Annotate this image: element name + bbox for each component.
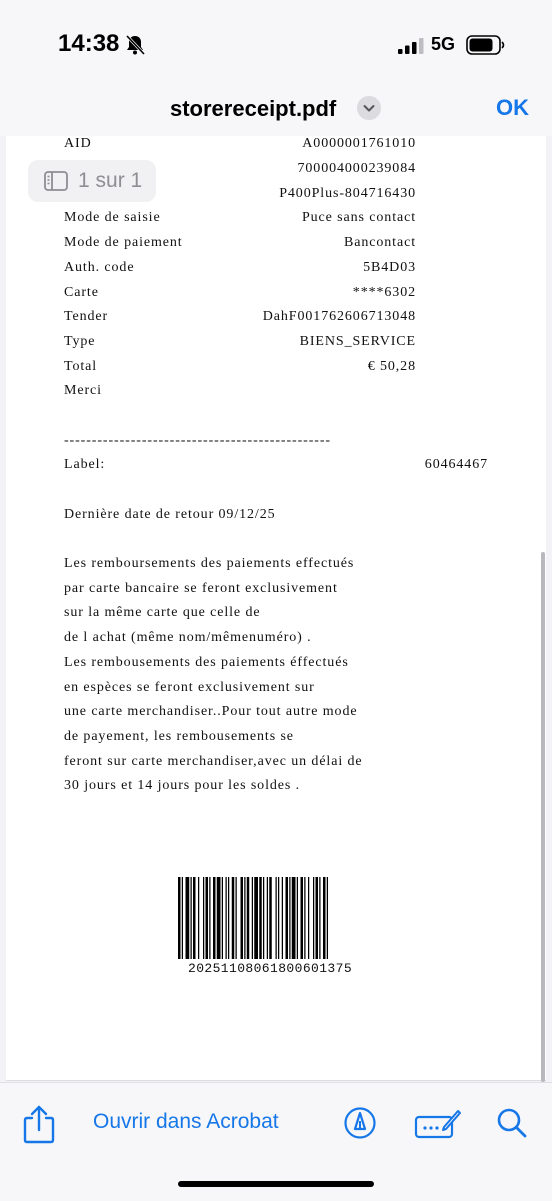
receipt-row-total: Total € 50,28 (64, 359, 416, 374)
signal-icon (398, 38, 424, 54)
receipt-row-aid-2: 700004000239084 (297, 161, 416, 176)
notice-line: feront sur carte merchandiser,avec un délai de (64, 754, 363, 769)
receipt-row-auth-code: Auth. code 5B4D03 (64, 260, 416, 275)
home-indicator (178, 1181, 374, 1187)
sidebar-icon (44, 171, 68, 191)
receipt-label-row: Label: 60464467 (64, 457, 488, 472)
notice-line: Les remboursements des paiements effectués (64, 556, 355, 571)
notice-line: 30 jours et 14 jours pour les soldes . (64, 778, 301, 793)
receipt-row-payment-mode: Mode de paiement Bancontact (64, 235, 416, 250)
receipt-row-card: Carte ****6302 (64, 285, 416, 300)
share-icon[interactable] (22, 1104, 56, 1144)
notice-line: de payement, les rembousements se (64, 729, 294, 744)
receipt-row-thanks: Merci (64, 383, 102, 398)
barcode-number: 20251108061800601375 (188, 961, 353, 976)
notice-line: par carte bancaire se feront exclusivement (64, 581, 338, 596)
open-in-acrobat-button[interactable]: Ouvrir dans Acrobat (93, 1110, 279, 1133)
notice-line: sur la même carte que celle de (64, 605, 261, 620)
vertical-scrollbar[interactable] (541, 552, 545, 1082)
notice-line: de l achat (même nom/mêmenuméro) . (64, 630, 312, 645)
page-indicator-label: 1 sur 1 (78, 169, 143, 192)
notice-line: en espèces se feront exclusivement sur (64, 680, 315, 695)
document-title[interactable]: storereceipt.pdf (170, 96, 337, 121)
receipt-row-aid: AID A0000001761010 (64, 136, 416, 151)
receipt-divider: ------------------------------------------------ (64, 433, 331, 448)
markup-pen-icon[interactable] (344, 1107, 376, 1139)
barcode-image (178, 877, 378, 959)
chevron-down-icon[interactable] (357, 96, 381, 120)
receipt-row-tender: Tender DahF001762606713048 (64, 309, 416, 324)
search-icon[interactable] (496, 1107, 528, 1139)
receipt-row-type: Type BIENS_SERVICE (64, 334, 416, 349)
signature-icon[interactable] (414, 1107, 462, 1139)
return-date: Dernière date de retour 09/12/25 (64, 507, 276, 522)
status-time: 14:38 (58, 30, 120, 57)
network-type: 5G (431, 34, 456, 54)
notice-line: Les rembousements des paiements éffectués (64, 655, 349, 670)
battery-icon (466, 35, 506, 55)
receipt-row-terminal: P400Plus-804716430 (279, 186, 416, 201)
ok-button[interactable]: OK (496, 95, 529, 120)
receipt-row-entry-mode: Mode de saisie Puce sans contact (64, 210, 416, 225)
notice-line: une carte merchandiser..Pour tout autre mode (64, 704, 358, 719)
bell-slash-icon (124, 34, 146, 56)
